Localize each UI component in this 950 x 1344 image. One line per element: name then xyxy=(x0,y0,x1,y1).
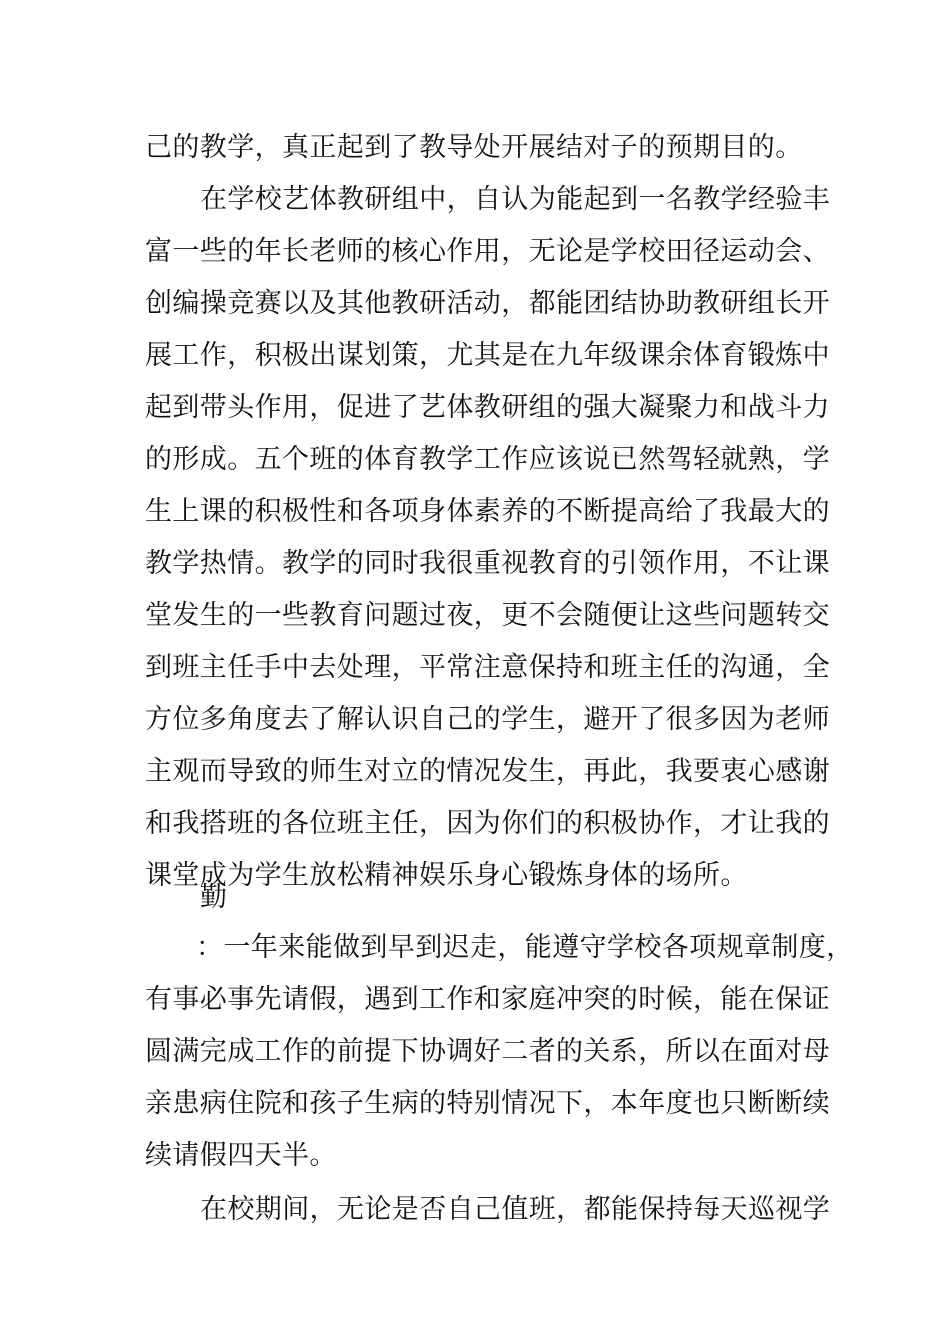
text-line: 到班主任手中去处理，平常注意保持和班主任的沟通，全 xyxy=(145,652,830,683)
text-line: 和我搭班的各位班主任，因为你们的积极协作，才让我的 xyxy=(145,808,830,839)
text-line: ：一年来能做到早到迟走，能遵守学校各项规章制度， xyxy=(196,932,854,963)
text-line: 有事必事先请假，遇到工作和家庭冲突的时候，能在保证 xyxy=(145,984,830,1015)
text-line: 堂发生的一些教育问题过夜，更不会随便让这些问题转交 xyxy=(145,600,830,631)
text-line: 方位多角度去了解认识自己的学生，避开了很多因为老师 xyxy=(145,704,830,735)
text-line: 己的教学，真正起到了教导处开展结对子的预期目的。 xyxy=(145,132,803,163)
text-line: 续请假四天半。 xyxy=(145,1140,337,1171)
text-line: 教学热情。教学的同时我很重视教育的引领作用，不让课 xyxy=(145,548,830,579)
text-line: 亲患病住院和孩子生病的特别情况下，本年度也只断断续 xyxy=(145,1088,830,1119)
paragraph-start-line: 在学校艺体教研组中，自认为能起到一名教学经验丰 xyxy=(200,184,831,215)
paragraph-start-line: 在校期间，无论是否自己值班，都能保持每天巡视学 xyxy=(200,1194,831,1225)
text-line: 圆满完成工作的前提下协调好二者的关系，所以在面对母 xyxy=(145,1036,830,1067)
section-heading: 勤 xyxy=(200,882,228,913)
text-line: 展工作，积极出谋划策，尤其是在九年级课余体育锻炼中 xyxy=(145,340,830,371)
text-line: 主观而导致的师生对立的情况发生，再此，我要衷心感谢 xyxy=(145,756,830,787)
text-line: 创编操竞赛以及其他教研活动，都能团结协助教研组长开 xyxy=(145,288,830,319)
text-line: 课堂成为学生放松精神娱乐身心锻炼身体的场所。 xyxy=(145,860,748,891)
text-line: 的形成。五个班的体育教学工作应该说已然驾轻就熟，学 xyxy=(145,444,830,475)
text-line: 富一些的年长老师的核心作用，无论是学校田径运动会、 xyxy=(145,236,830,267)
text-line: 生上课的积极性和各项身体素养的不断提高给了我最大的 xyxy=(145,496,830,527)
text-line: 起到带头作用，促进了艺体教研组的强大凝聚力和战斗力 xyxy=(145,392,830,423)
